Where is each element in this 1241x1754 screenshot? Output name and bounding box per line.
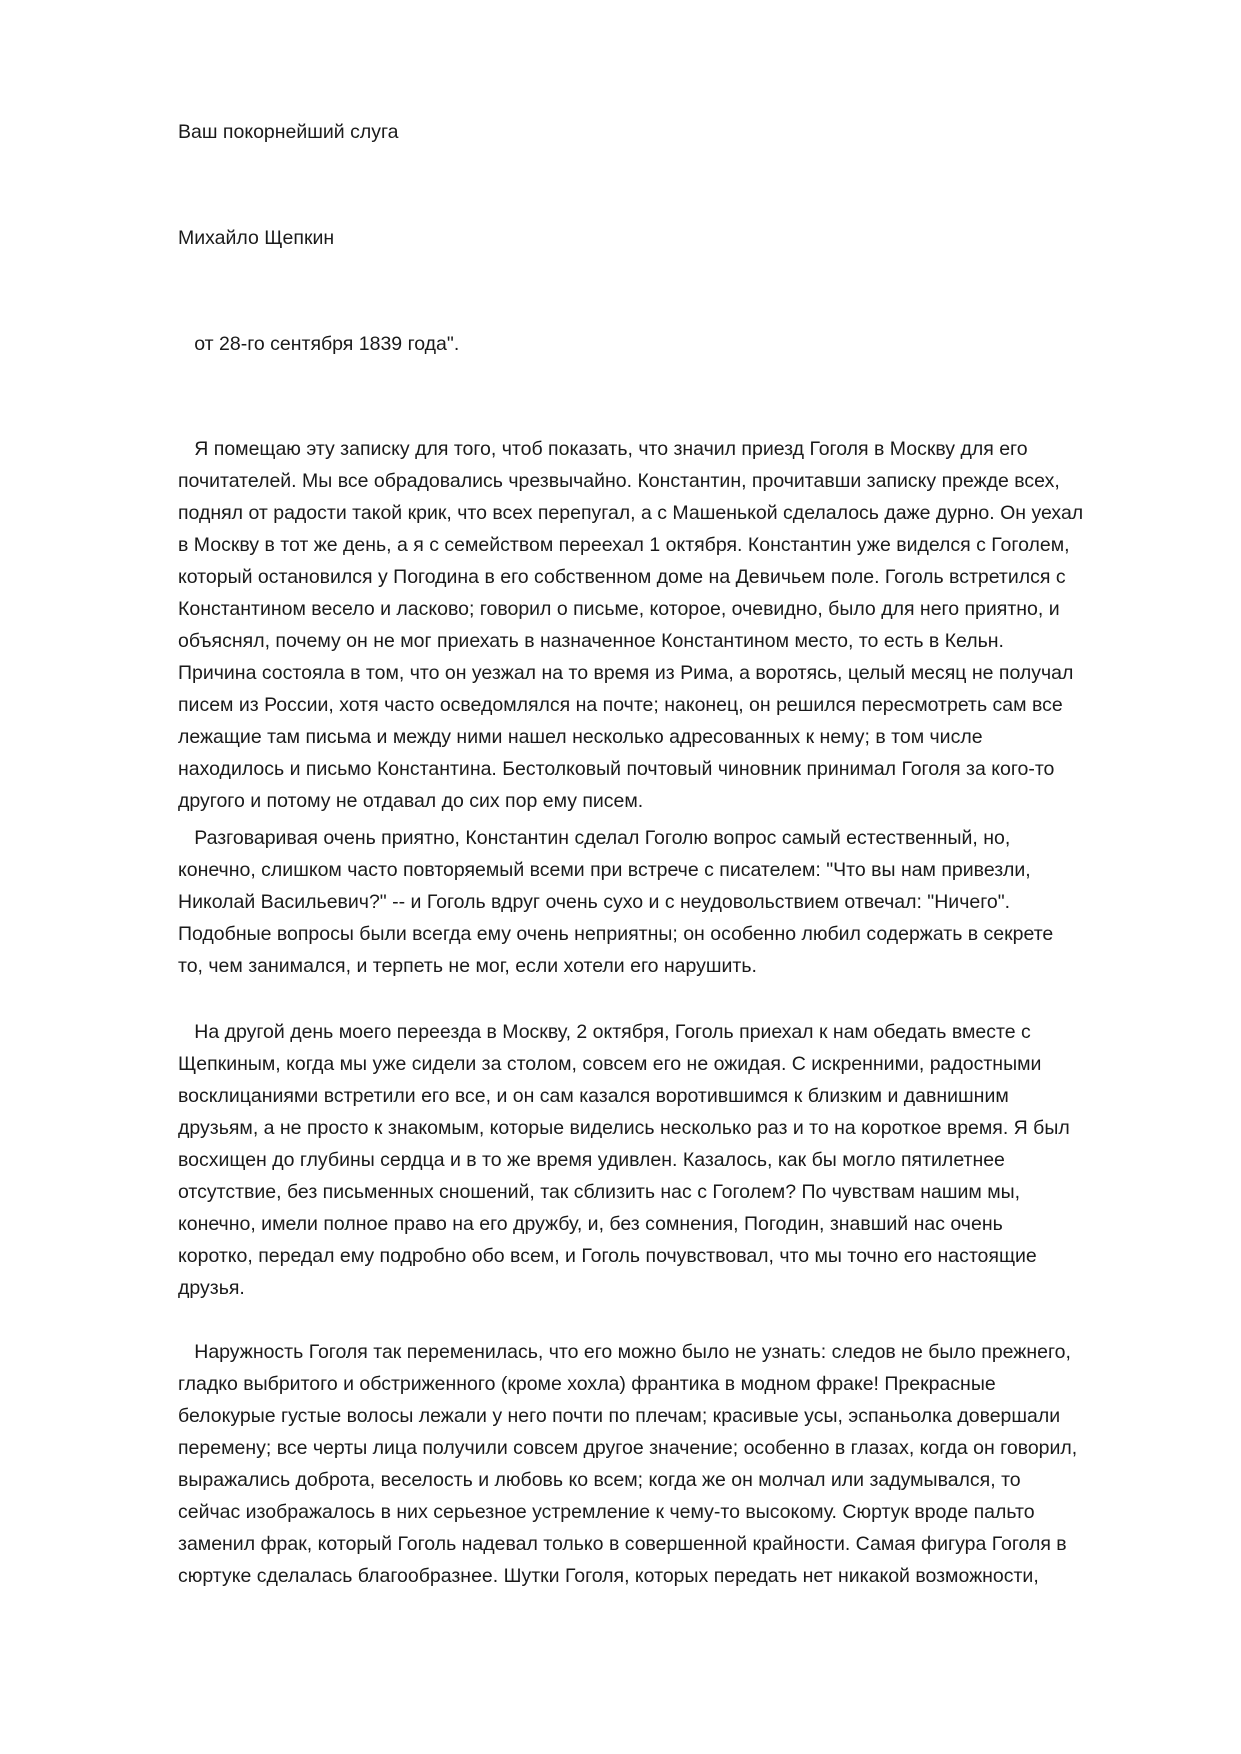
text-line: заменил фрак, который Гоголь надевал только в совершенной крайности. Самая фигура Гоголя в <box>178 1533 1067 1555</box>
text-line: Я помещаю эту записку для того, чтоб показать, что значил приезд Гоголя в Москву для его <box>178 438 1028 460</box>
text-line: который остановился у Погодина в его собственном доме на Девичьем поле. Гоголь встретился с <box>178 566 1066 588</box>
text-line: конечно, имели полное право на его дружбу, и, без сомнения, Погодин, знавший нас очень <box>178 1213 1003 1235</box>
text-line: гладко выбритого и обстриженного (кроме хохла) франтика в модном фраке! Прекрасные <box>178 1373 996 1395</box>
text-line: поднял от радости такой крик, что всех перепугал, а с Машенькой сделалось даже дурно. Он уехал <box>178 502 1084 524</box>
text-line: Николай Васильевич?" -- и Гоголь вдруг очень сухо и с неудовольствием отвечал: "Ничего". <box>178 891 1011 913</box>
text-line: коротко, передал ему подробно обо всем, и Гоголь почувствовал, что мы точно его настоящие <box>178 1245 1037 1267</box>
text-line: конечно, слишком часто повторяемый всеми при встрече с писателем: "Что вы нам привезли, <box>178 859 1031 881</box>
text-line: писем из России, хотя часто осведомлялся на почте; наконец, он решился пересмотреть сам все <box>178 694 1063 716</box>
text-line: то, чем занимался, и терпеть не мог, если хотели его нарушить. <box>178 955 757 977</box>
text-line: Щепкиным, когда мы уже сидели за столом, совсем его не ожидая. С искренними, радостными <box>178 1053 1042 1075</box>
paragraph-4 <box>178 1336 1158 1592</box>
paragraph-2 <box>178 822 1158 982</box>
text-line: почитателей. Мы все обрадовались чрезвычайно. Константин, прочитавши записку прежде всех, <box>178 470 1060 492</box>
paragraph-3 <box>178 1016 1158 1304</box>
text-line: восхищен до глубины сердца и в то же время удивлен. Казалось, как бы могло пятилетнее <box>178 1149 1005 1171</box>
text-line: выражались доброта, веселость и любовь ко всем; когда же он молчал или задумывался, то <box>178 1469 1021 1491</box>
text-line: объяснял, почему он не мог приехать в назначенное Константином место, то есть в Кельн. <box>178 630 1004 652</box>
text-line: белокурые густые волосы лежали у него почти по плечам; красивые усы, эспаньолка довершали <box>178 1405 1061 1427</box>
text-line: восклицаниями встретили его все, и он сам казался воротившимся к близким и давнишним <box>178 1085 1009 1107</box>
text-line: друзья. <box>178 1277 245 1299</box>
text-line: Причина состояла в том, что он уезжал на то время из Рима, а воротясь, целый месяц не получал <box>178 662 1074 684</box>
text-line: Разговаривая очень приятно, Константин сделал Гоголю вопрос самый естественный, но, <box>178 827 1011 849</box>
text-line: друзьям, а не просто к знакомым, которые виделись несколько раз и то на короткое время. Я был <box>178 1117 1070 1139</box>
text-line: На другой день моего переезда в Москву, 2 октября, Гоголь приехал к нам обедать вместе с <box>178 1021 1031 1043</box>
closing-date: от 28-го сентября 1839 года". <box>178 333 460 355</box>
text-line: сюртуке сделалась благообразнее. Шутки Гоголя, которых передать нет никакой возможности, <box>178 1565 1039 1587</box>
text-line: в Москву в тот же день, а я с семейством переехал 1 октября. Константин уже виделся с Гоголем, <box>178 534 1070 556</box>
closing-signature: Михайло Щепкин <box>178 227 335 249</box>
text-line: сейчас изображалось в них серьезное устремление к чему-то высокому. Сюртук вроде пальто <box>178 1501 1035 1523</box>
text-line: другого и потому не отдавал до сих пор ему писем. <box>178 790 644 812</box>
text-line: отсутствие, без письменных сношений, так сблизить нас с Гоголем? По чувствам нашим мы, <box>178 1181 1021 1203</box>
text-line: Константином весело и ласково; говорил о письме, которое, очевидно, было для него приятно, и <box>178 598 1060 620</box>
closing-servant: Ваш покорнейший слуга <box>178 121 399 143</box>
text-line: Наружность Гоголя так переменилась, что его можно было не узнать: следов не было прежнего, <box>178 1341 1071 1363</box>
text-line: перемену; все черты лица получили совсем другое значение; особенно в глазах, когда он говорил, <box>178 1437 1078 1459</box>
text-line: находилось и письмо Константина. Бестолковый почтовый чиновник принимал Гоголя за кого-то <box>178 758 1055 780</box>
text-line: лежащие там письма и между ними нашел несколько адресованных к нему; в том числе <box>178 726 983 748</box>
text-line: Подобные вопросы были всегда ему очень неприятны; он особенно любил содержать в секрете <box>178 923 1054 945</box>
paragraph-1 <box>178 433 1158 817</box>
